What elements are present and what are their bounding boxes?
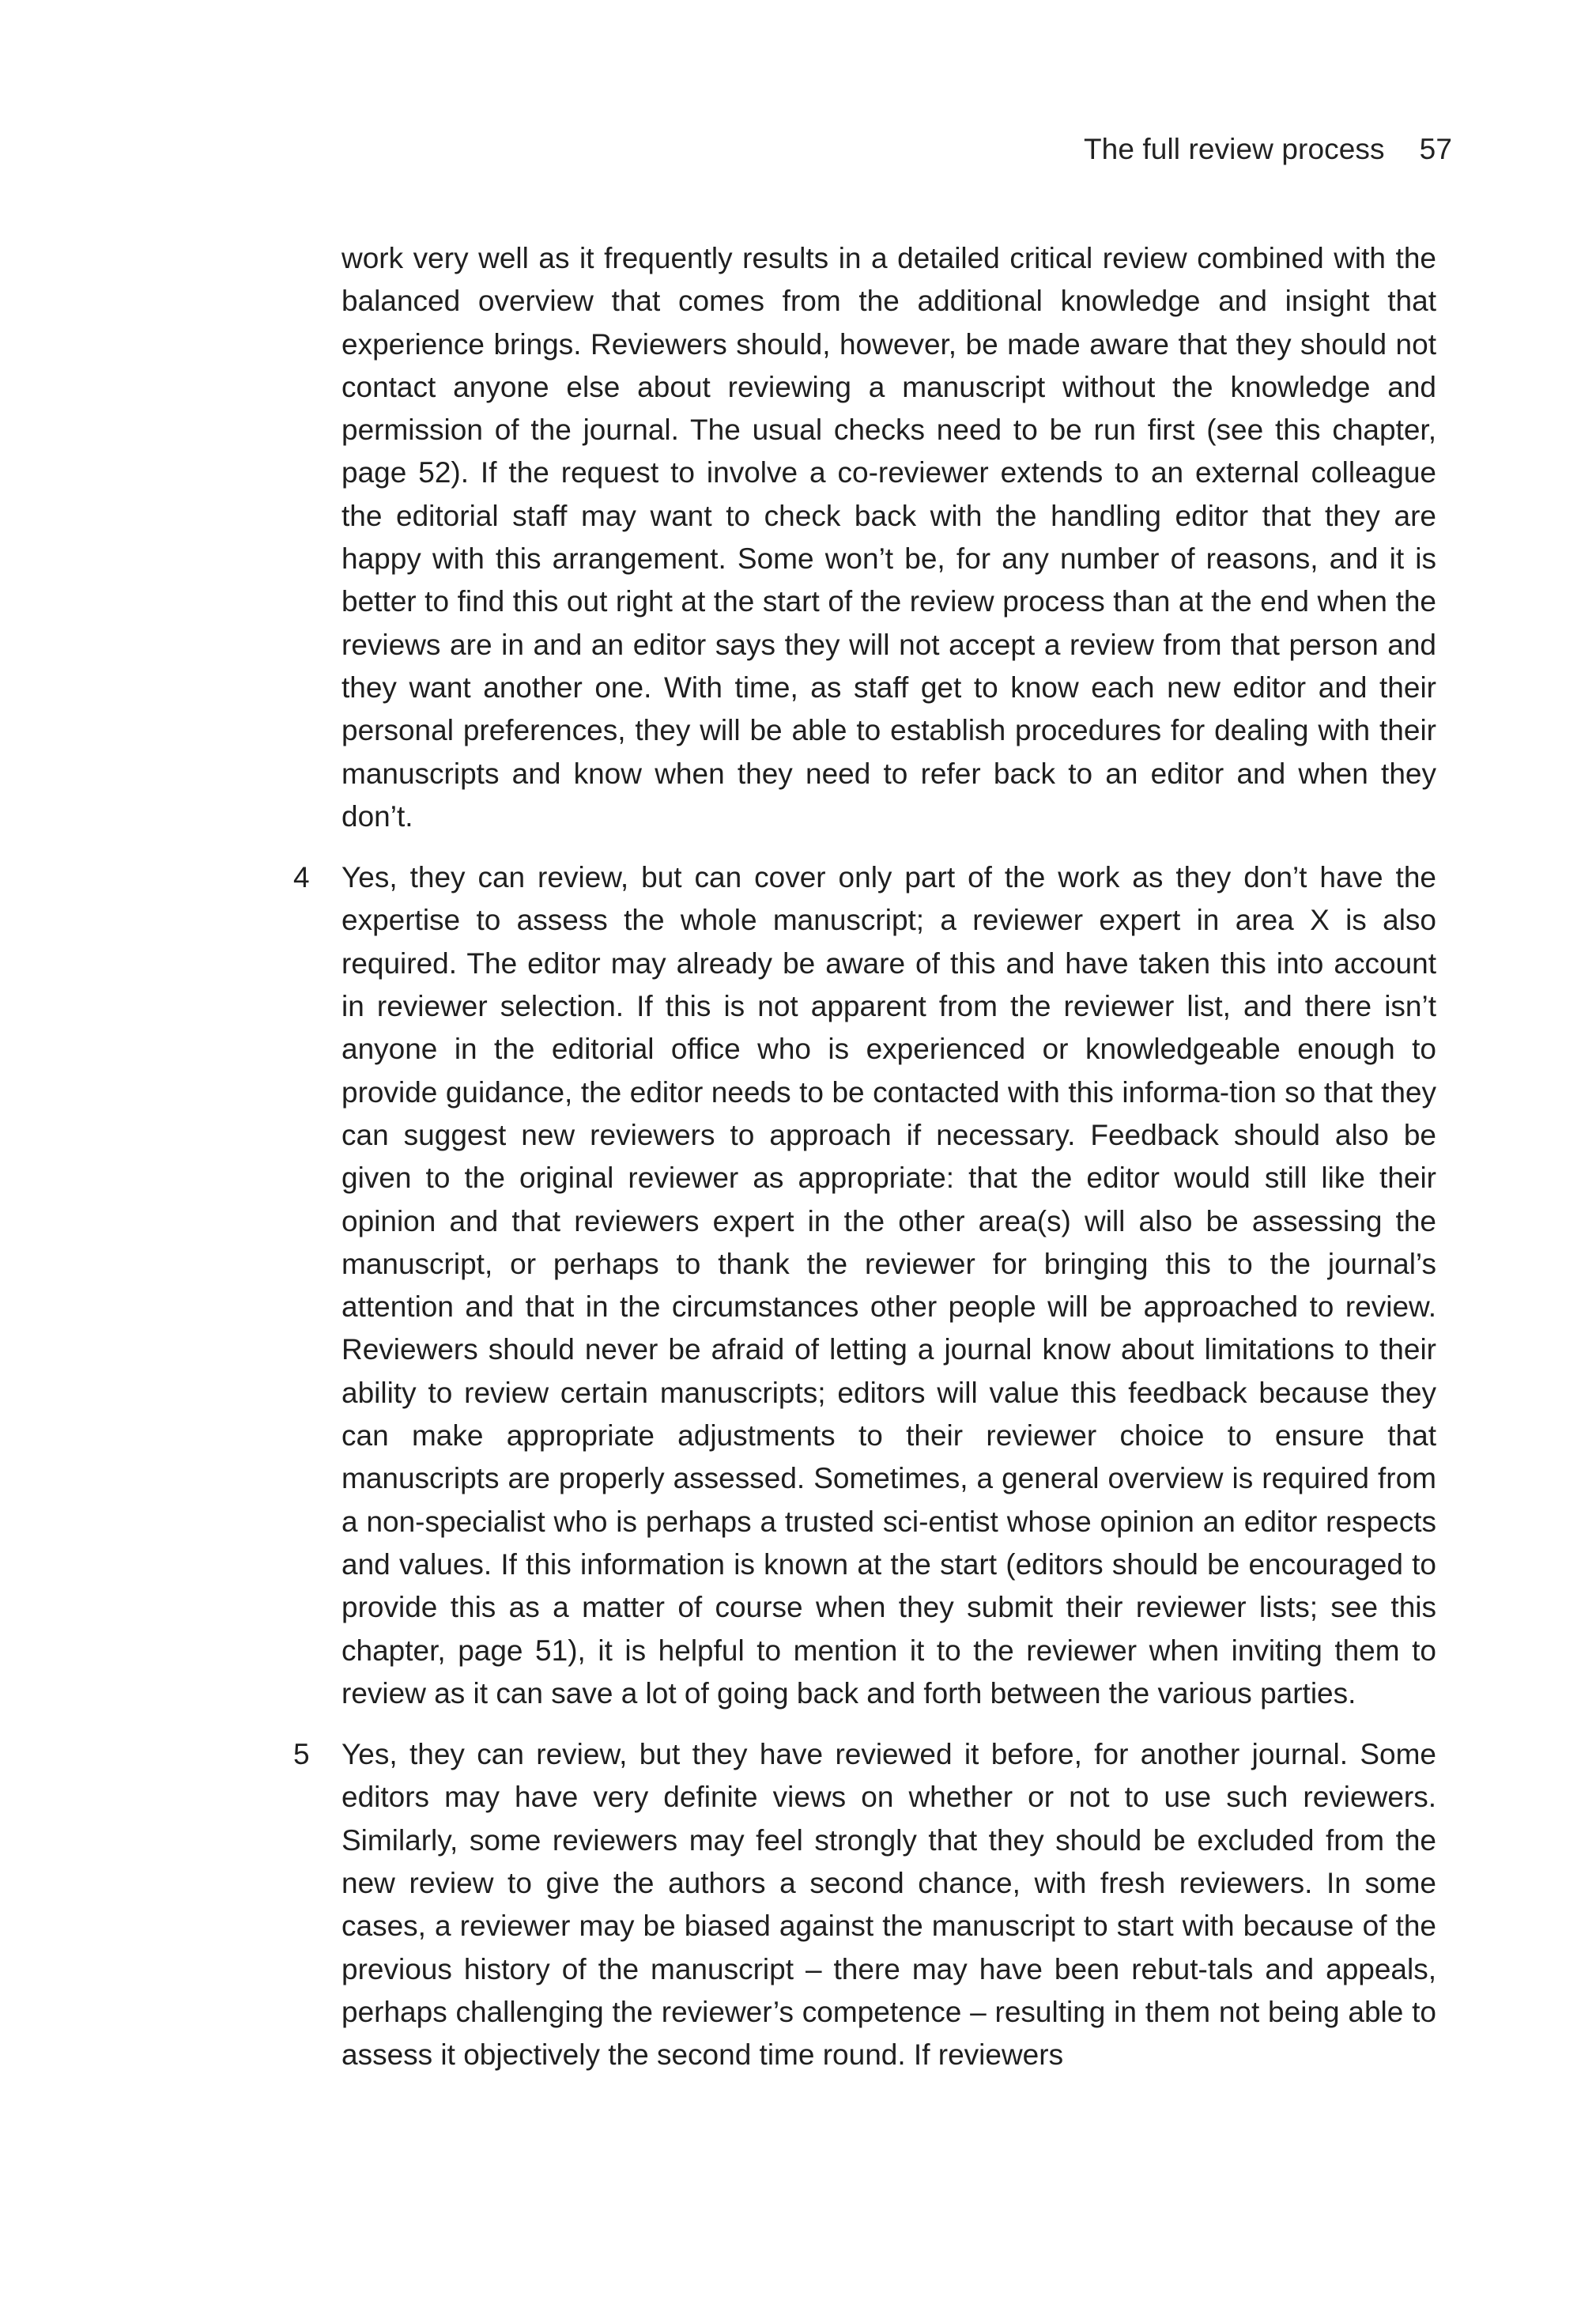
continuation-paragraph: work very well as it frequently results in a detailed critical review combined with the balanced overview that comes from the additional knowledge and insight that experience brings. Reviewers should, however, be made aware that they should not contact anyone else about reviewing a manuscript without the knowledge and permission of the journal. The usual checks need to be run first (see this chapter, page 52). If the request to involve a co-reviewer extends to an external colleague the editorial staff may want to check back with the handling editor that they are happy with this arrangement. Some won’t be, for any number of reasons, and it is better to find this out right at the start of the review process than at the end when the reviews are in and an editor says they will not accept a review from that person and they want another one. With time, as staff get to know each new editor and their personal preferences, they will be able to establish procedures for dealing with their manuscripts and know when they need to refer back to an editor and when they don’t. — [341, 242, 1436, 833]
numbered-item-5 — [293, 1733, 1436, 2076]
page-number: 57 — [1419, 133, 1452, 165]
item-number: 4 — [293, 861, 310, 894]
item-text: Yes, they can review, but can cover only part of the work as they don’t have the expertise to assess the whole manuscript; a reviewer expert in area X is also required. The editor may already be aware of this and have taken this into account in reviewer selection. If this is not apparent from the reviewer list, and there isn’t anyone in the editorial office who is experienced or knowledgeable enough to provide guidance, the editor needs to be contacted with this informa-tion so that they can suggest new reviewers to approach if necessary. Feedback should also be given to the original reviewer as appropriate: that the editor would still like their opinion and that reviewers expert in the other area(s) will also be assessing the manuscript, or perhaps to thank the reviewer for bringing this to the journal’s attention and that in the circumstances other people will be approached to review. Reviewers should never be afraid of letting a journal know about limitations to their ability to review certain manuscripts; editors will value this feedback because they can make appropriate adjustments to their reviewer choice to ensure that manuscripts are properly assessed. Sometimes, a general overview is required from a non-specialist who is perhaps a trusted sci-entist whose opinion an editor respects and values. If this information is known at the start (editors should be encouraged to provide this as a matter of course when they submit their reviewer lists; see this chapter, page 51), it is helpful to mention it to the reviewer when inviting them to review as it can save a lot of going back and forth between the various parties. — [341, 861, 1436, 1710]
running-head — [1084, 131, 1452, 168]
numbered-item-4 — [293, 856, 1436, 1715]
body-text — [293, 237, 1436, 2076]
item-text: Yes, they can review, but they have reviewed it before, for another journal. Some editors may have very definite views on whether or not to use such reviewers. Similarly, some reviewers may feel strongly that they should be excluded from the new review to give the authors a second chance, with fresh reviewers. In some cases, a reviewer may be biased against the manuscript to start with because of the previous history of the manuscript – there may have been rebut-tals and appeals, perhaps challenging the reviewer’s competence – resulting in them not being able to assess it objectively the second time round. If reviewers — [341, 1738, 1436, 2072]
running-title: The full review process — [1083, 133, 1385, 165]
item-number: 5 — [293, 1738, 310, 1771]
